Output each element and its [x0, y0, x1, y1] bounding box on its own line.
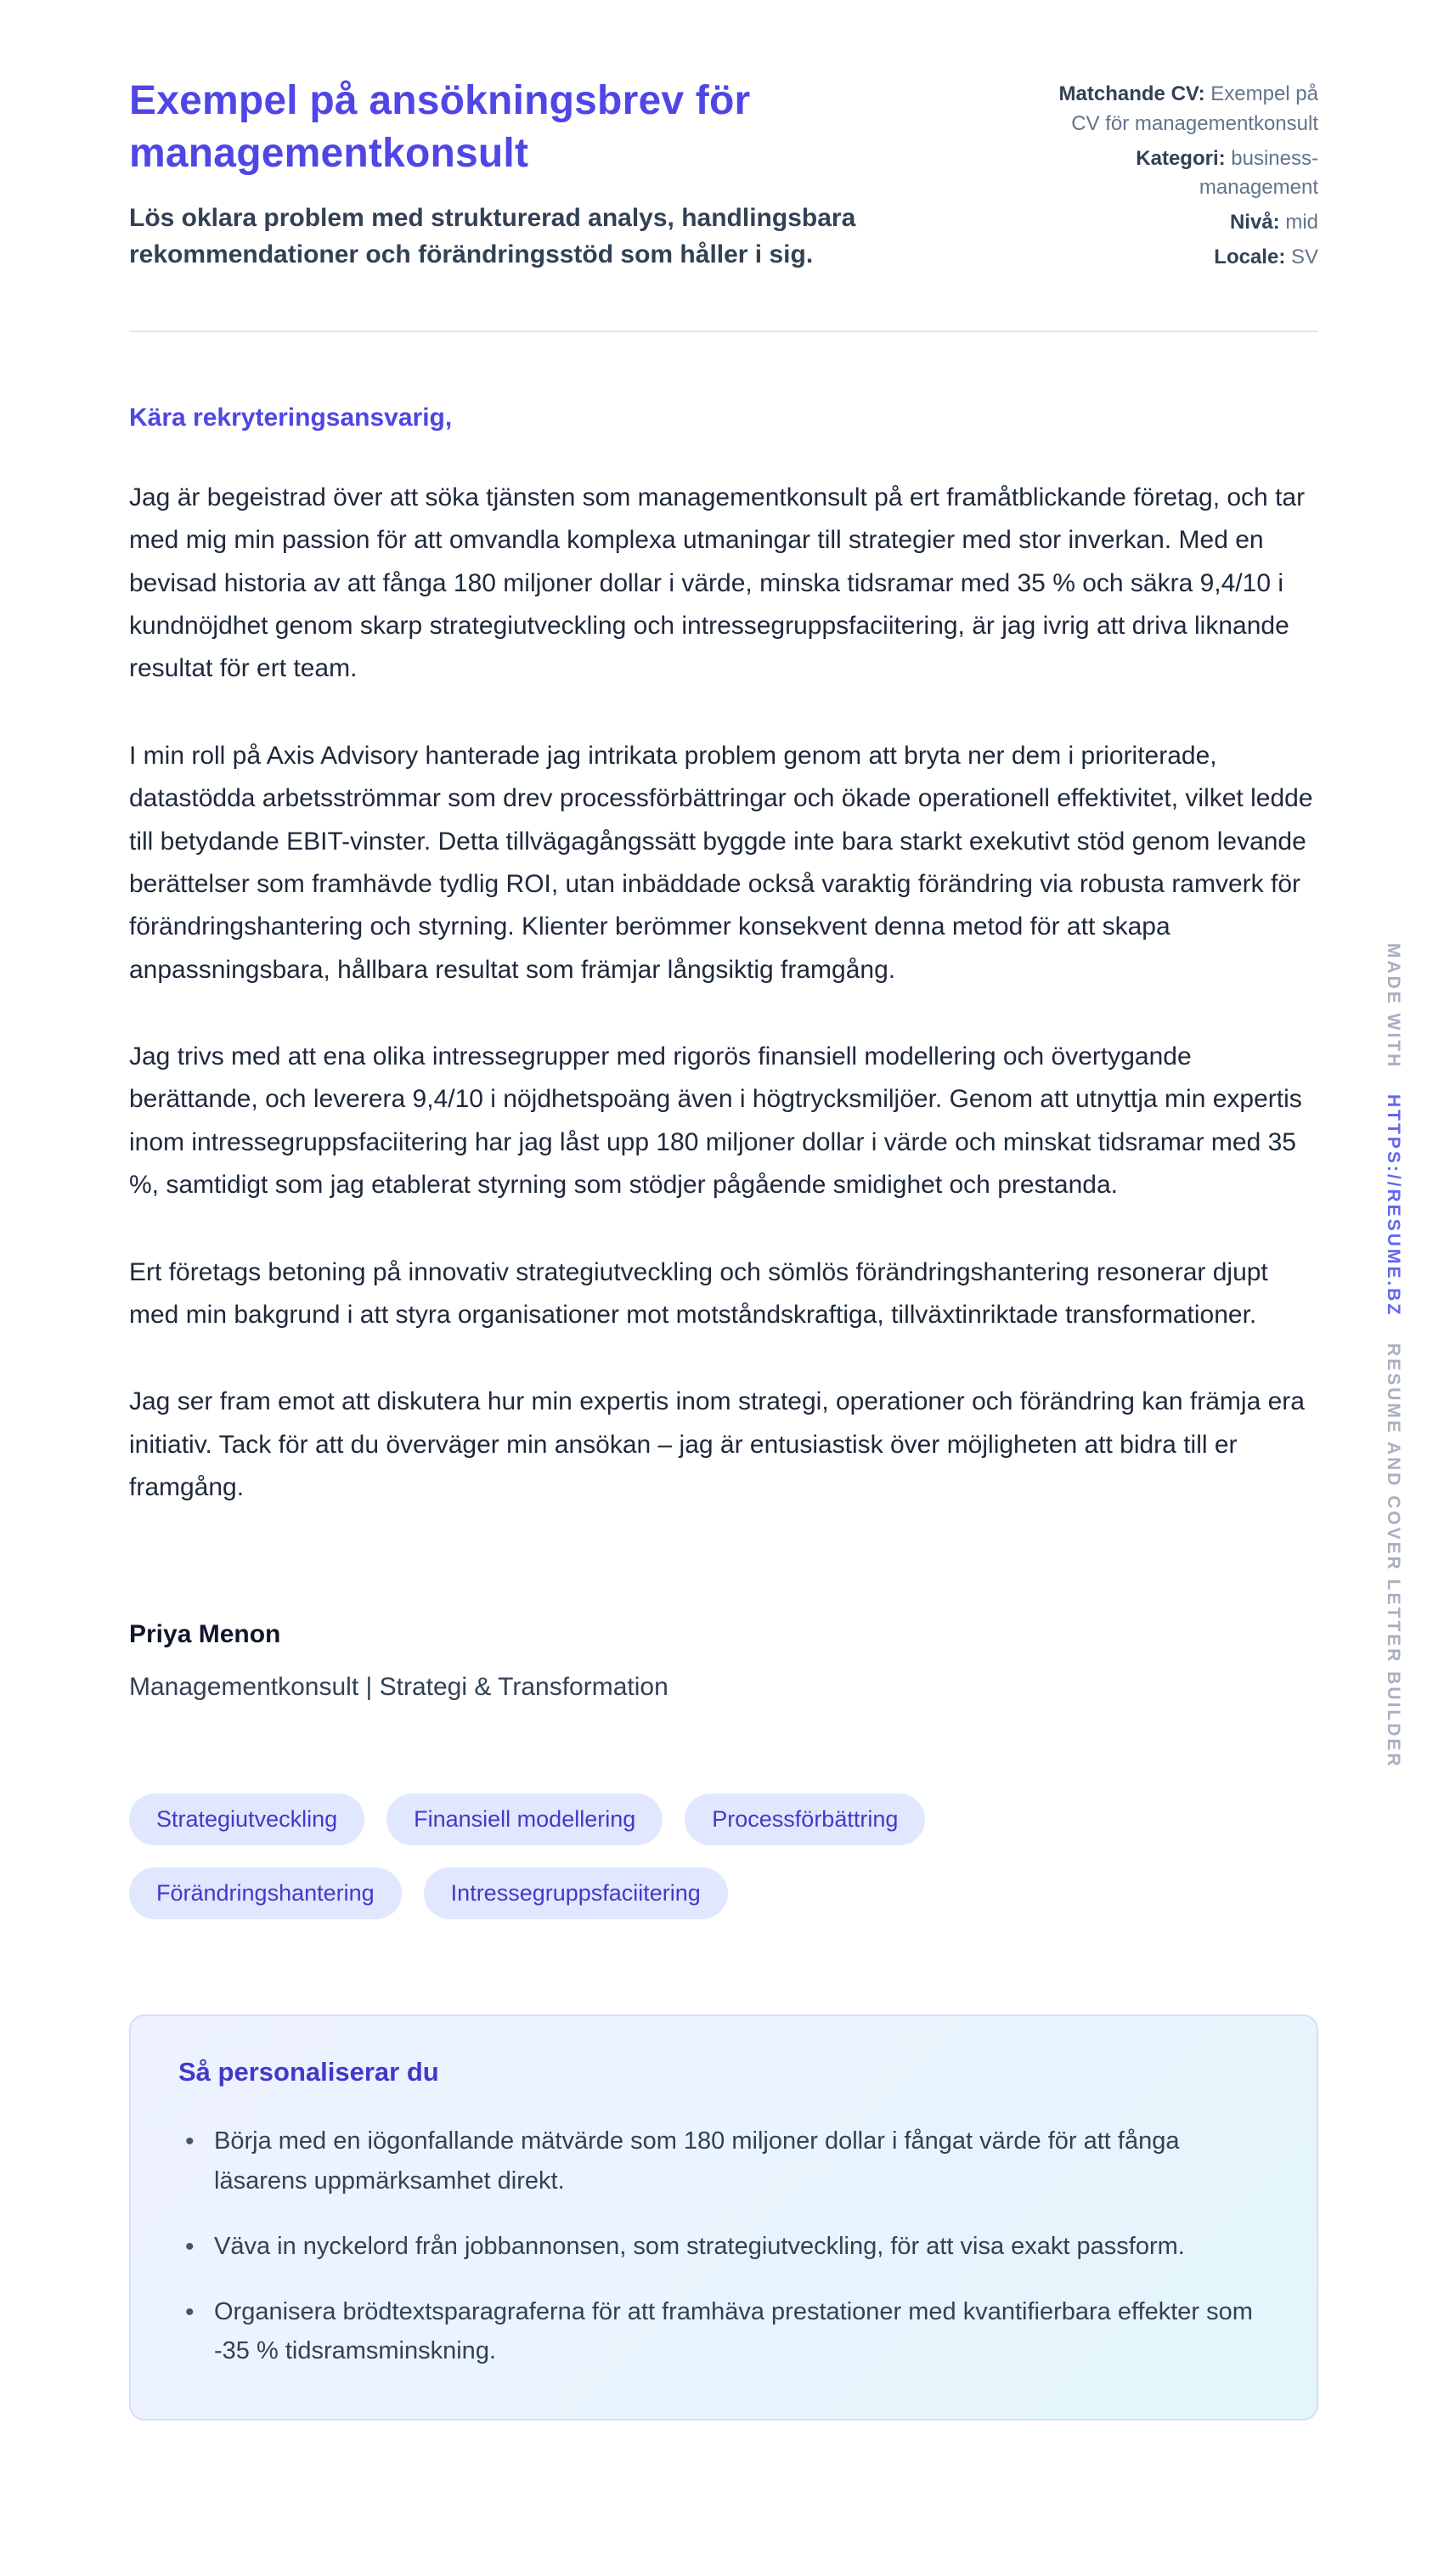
meta-row-matching-cv	[1025, 80, 1318, 139]
meta-label: Matchande CV:	[1058, 82, 1205, 105]
letter-paragraph-2: I min roll på Axis Advisory hanterade jag intrikata problem genom att bryta ner dem i prioriterade, datastödda arbetsströmmar som drev processförbättringar och ökade operationell effektivitet, vilket ledde till betydande EBIT-vinster. Detta tillvägagångssätt byggde inte bara starkt exekutivt stöd genom levande berättelser som framhävde tydlig ROI, utan inbäddade också varaktig förändring via robusta ramverk för förändringshantering och styrning. Klienter berömmer konsekvent denna metod för att skapa anpassningsbara, hållbara resultat som främjar långsiktig framgång.	[129, 741, 1313, 984]
signature-role: Managementkonsult | Strategi & Transformation	[129, 1672, 668, 1701]
header-title-block	[129, 75, 974, 274]
meta-value: Exempel på CV för managementkonsult	[1071, 82, 1318, 135]
tag-pill-strategiutveckling[interactable]: Strategiutveckling	[129, 1794, 364, 1845]
tips-title: Så personaliserar du	[178, 2056, 439, 2087]
meta-panel	[1025, 75, 1318, 278]
tag-pill-forandringshantering[interactable]: Förändringshantering	[129, 1867, 402, 1919]
tips-list	[178, 2121, 1269, 2372]
header	[129, 75, 1318, 278]
meta-label: Locale:	[1214, 245, 1286, 268]
tag-pill-intressegruppsfaciitering[interactable]: Intressegruppsfaciitering	[424, 1867, 728, 1919]
letter-body	[129, 404, 1318, 1702]
meta-value: business-management	[1199, 146, 1318, 200]
letter-greeting: Kära rekryteringsansvarig,	[129, 403, 453, 432]
tips-card	[129, 2014, 1318, 2421]
watermark-link[interactable]: HTTPS://RESUME.BZ	[1384, 1094, 1403, 1318]
meta-label: Kategori:	[1136, 146, 1226, 170]
letter-paragraph-5: Jag ser fram emot att diskutera hur min expertis inom strategi, operationer och förändring kan främja era initiativ. Tack för att du överväger min ansökan – jag är entusiastisk över möjligheten att bidra till er framgång.	[129, 1387, 1305, 1502]
watermark	[1383, 943, 1403, 1768]
meta-row-locale	[1025, 243, 1318, 273]
tip-item-2: • Väva in nyckelord från jobbannonsen, som strategiutveckling, för att visa exakt passform.	[178, 2227, 1267, 2267]
meta-value: SV	[1290, 245, 1318, 268]
meta-row-category	[1025, 144, 1318, 204]
signature-name: Priya Menon	[129, 1619, 281, 1648]
watermark-prefix: MADE WITH	[1384, 943, 1403, 1070]
letter-paragraph-1: Jag är begeistrad över att söka tjänsten som managementkonsult på ert framåtblickande företag, och tar med mig min passion för att omvandla komplexa utmaningar till strategier med stor inverkan. Med en bevisad historia av att fånga 180 miljoner dollar i värde, minska tidsramar med 35 % och säkra 9,4/10 i kundnöjdhet genom skarp strategiutveckling och intressegruppsfaciitering, är jag ivrig att driva liknande resultat för ert team.	[129, 483, 1306, 683]
letter-paragraph-4: Ert företags betoning på innovativ strategiutveckling och sömlös förändringshantering resonerar djupt med min bakgrund i att styra organisationer mot motståndskraftiga, tillväxtinriktade transformationer.	[129, 1257, 1268, 1330]
page-subtitle: Lös oklara problem med strukturerad analys, handlingsbara rekommendationer och förändringsstöd som håller i sig.	[129, 203, 856, 269]
watermark-suffix: RESUME AND COVER LETTER BUILDER	[1384, 1342, 1403, 1769]
page-title: Exempel på ansökningsbrev för managementkonsult	[129, 78, 751, 177]
tip-item-3: • Organisera brödtextsparagraferna för att framhäva prestationer med kvantifierbara effekter som -35 % tidsramsminskning.	[178, 2292, 1267, 2372]
tag-list	[129, 1794, 1199, 1919]
header-divider	[129, 330, 1318, 332]
letter-paragraph-3: Jag trivs med att ena olika intressegrupper med rigorös finansiell modellering och övertygande berättande, och leverera 9,4/10 i nöjdhetspoäng även i högtrycksmiljöer. Genom att utnyttja min expertis inom intressegruppsfaciitering har jag låst upp 180 miljoner dollar i värde och minskat tidsramar med 35 %, samtidigt som jag etablerat styrning som stödjer pågående smidighet och prestanda.	[129, 1042, 1302, 1200]
tag-pill-processforbattring[interactable]: Processförbättring	[685, 1794, 925, 1845]
meta-value: mid	[1285, 211, 1318, 234]
meta-row-level	[1025, 208, 1318, 238]
meta-label: Nivå:	[1229, 211, 1280, 234]
tag-pill-finansiell-modellering[interactable]: Finansiell modellering	[386, 1794, 663, 1845]
tip-item-1: • Börja med en iögonfallande mätvärde som 180 miljoner dollar i fångat värde för att fånga läsarens uppmärksamhet direkt.	[178, 2121, 1267, 2201]
